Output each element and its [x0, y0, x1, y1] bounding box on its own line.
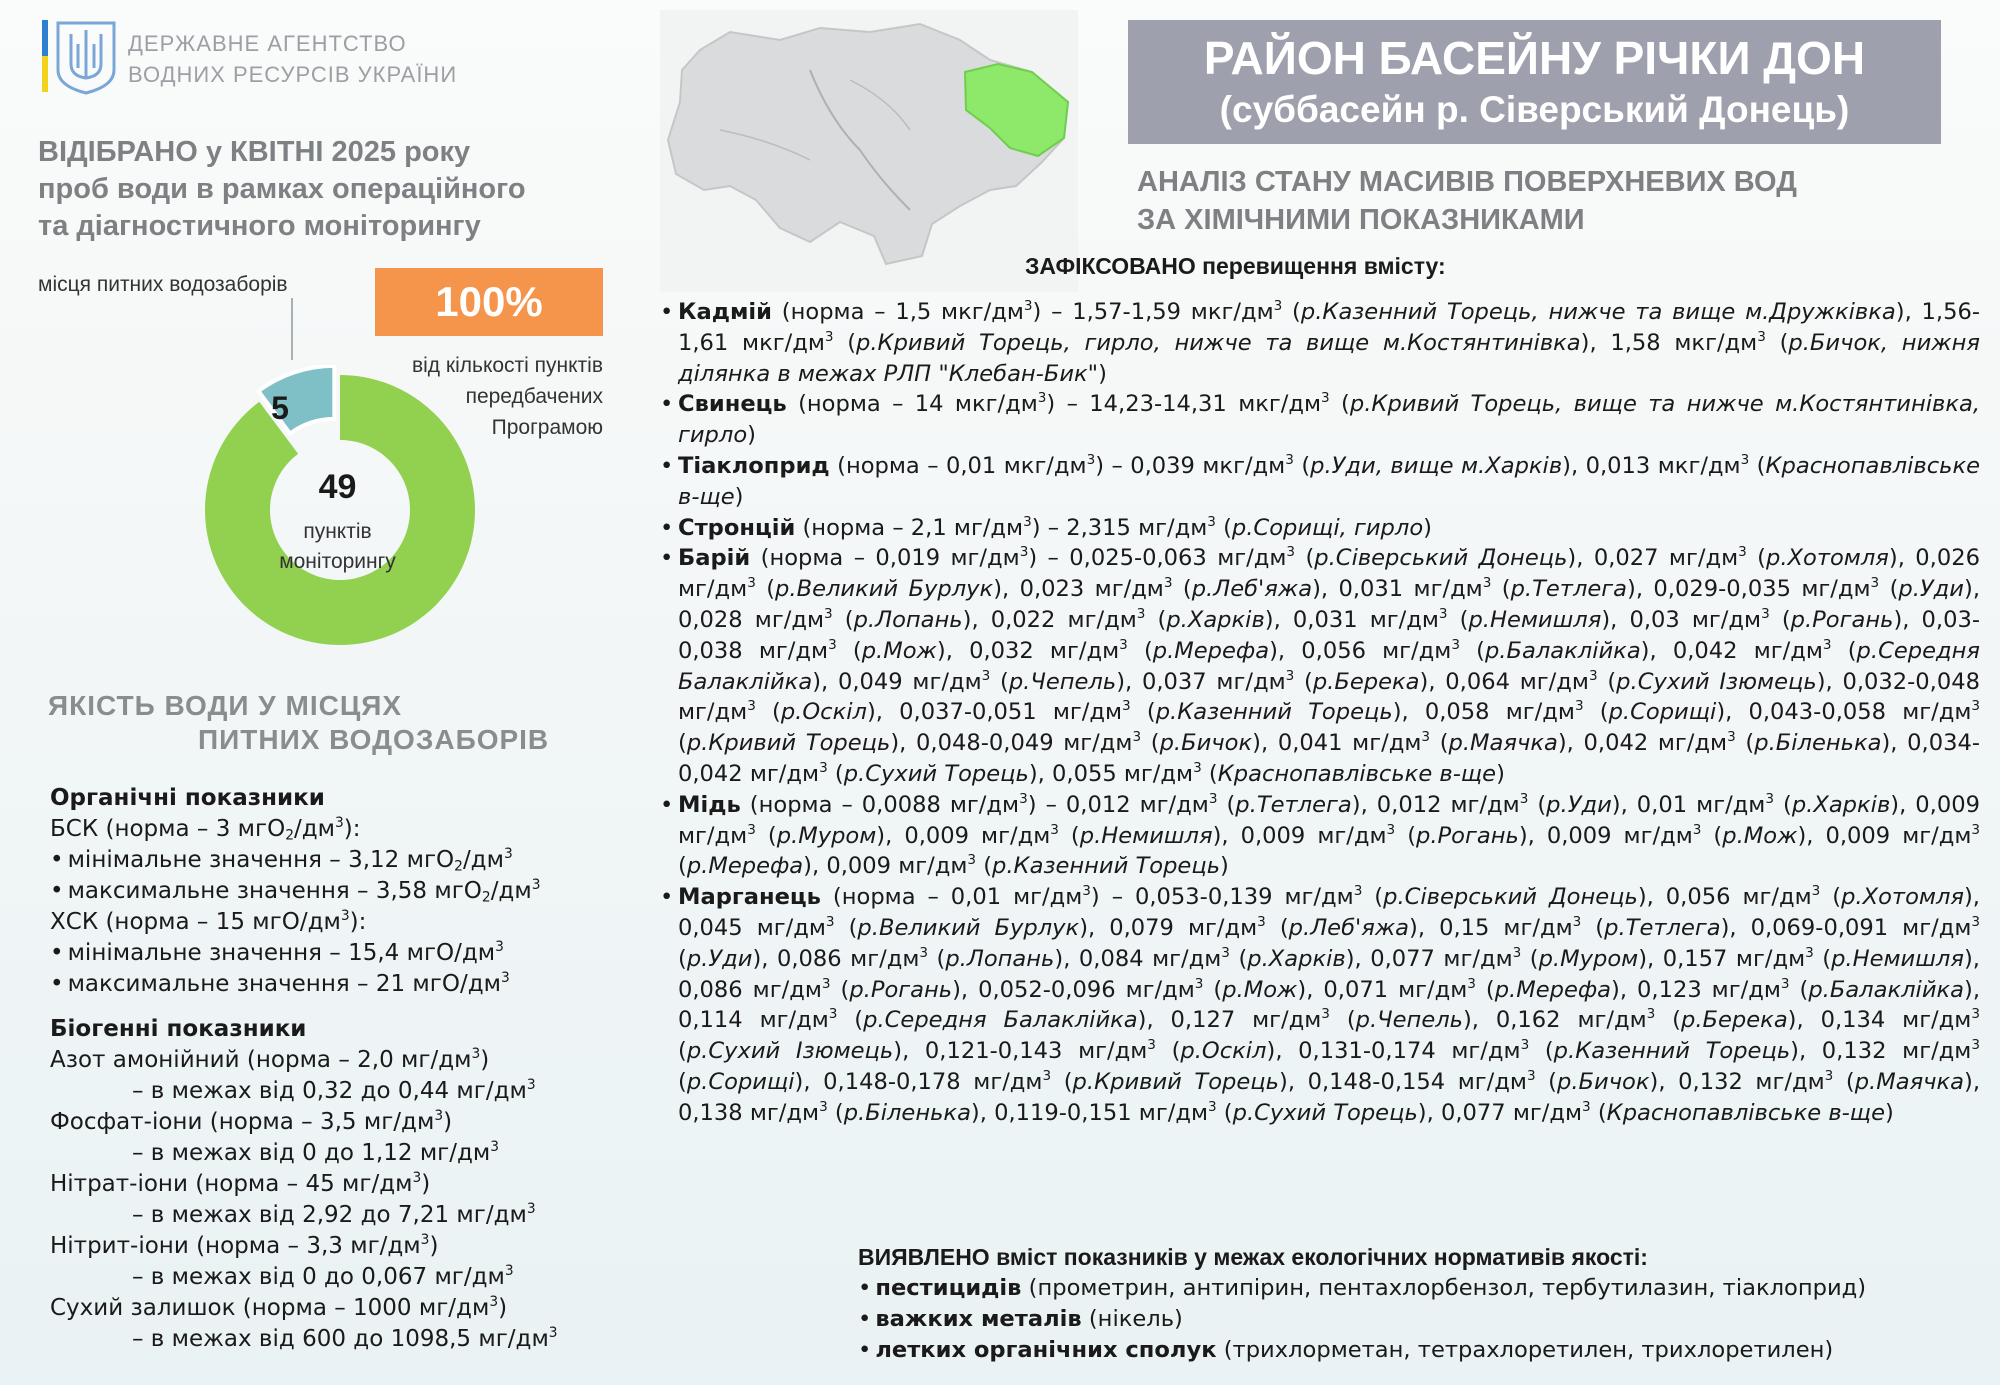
- dry-residue-range: – в межах від 600 до 1098,5 $мг/дм^3$: [132, 1325, 558, 1352]
- percent-caption-line: передбачених: [465, 385, 603, 408]
- points-count: 49: [318, 468, 357, 506]
- list-item-cadmium: • Кадмій (норма – 1,5 мкг/$дм^3) - 1,57-1,59$ мкг/$дм^3$ (р.Казенний Торець, нижче та вище м.Дружківка), 1,56-1,61 мкг/$дм^3$ (р.Кривий Торець, гирло, нижче та вище м.Костянтинівка), 1,58 мкг/$дм^3$ (р.Бичок, нижня ділянка в межах РЛП "Клебан-Бик"): [660, 297, 1980, 389]
- percent-caption-line: від кількості пунктів: [411, 354, 603, 377]
- sampling-heading-line: проб води в рамках операційного: [38, 173, 526, 205]
- percent-caption-line: Програмою: [491, 416, 603, 439]
- list-item-lead: • Свинець (норма – 14 мкг/$дм^3) - 14,23-14,31$ мкг/$дм^3$ (р.Кривий Торець, вище та нижче м.Костянтинівка, гирло): [660, 389, 1980, 451]
- leader-line: [291, 298, 293, 360]
- sampling-heading-line: та діагностичного моніторингу: [38, 210, 481, 242]
- nitrate-range: – в межах від 2,92 до 7,21 $мг/дм^3$: [132, 1201, 536, 1228]
- bsk-min: • мінімальне значення – 3,12 $мгО_2/дм^3$: [50, 845, 630, 876]
- analysis-line: ЗА ХІМІЧНИМИ ПОКАЗНИКАМИ: [1137, 204, 1585, 236]
- bsk-norm: БСК (норма – 3 $мгО_2/дм^3$):: [50, 815, 361, 844]
- analysis-subtitle: [1137, 163, 1797, 239]
- quality-details: [50, 783, 630, 1355]
- ukraine-map: [660, 10, 1078, 292]
- exceedance-title: ЗАФІКСОВАНО перевищення вмісту:: [1025, 253, 1446, 279]
- hsk-min: • мінімальне значення – 15,4 мгО/$дм^3$: [50, 938, 630, 969]
- title-banner: [1128, 20, 1941, 144]
- list-item-copper: • Мідь (норма – 0,0088 $мг/дм^3) - 0,012$ $мг/дм^3$ (р.Тетлега), 0,012 $мг/дм^3$ (р.Уди), 0,01 $мг/дм^3$ (р.Харків), 0,009 $мг/дм^3$ (р.Муром), 0,009 $мг/дм^3$ (р.Немишля), 0,009 $мг/дм^3$ (р.Рогань), 0,009 $мг/дм^3$ (р.Мож), 0,009 $мг/дм^3$ (р.Мерефа), 0,009 $мг/дм^3$ (р.Казенний Торець): [660, 790, 1980, 882]
- trident-emblem-icon: [55, 20, 117, 96]
- intakes-label: місця питних водозаборів: [38, 273, 288, 296]
- bsk-max: • максимальне значення – 3,58 $мгО_2/дм^3$: [50, 876, 630, 907]
- quality-title-line-2: ПИТНИХ ВОДОЗАБОРІВ: [198, 724, 550, 755]
- flag-blue-stripe: [42, 20, 48, 56]
- agency-line-2: ВОДНИХ РЕСУРСІВ УКРАЇНИ: [128, 62, 458, 87]
- points-label-line: моніторингу: [279, 550, 396, 573]
- hsk-max: • максимальне значення – 21 мгО/$дм^3$: [50, 969, 630, 1000]
- list-item-manganese: • Марганець (норма – 0,01 $мг/дм^3) - 0,053-0,139$ $мг/дм^3$ (р.Сіверський Донець), 0,056 $мг/дм^3$ (р.Хотомля), 0,045 $мг/дм^3$ (р.Великий Бурлук), 0,079 $мг/дм^3$ (р.Леб'яжа), 0,15 $мг/дм^3$ (р.Тетлега), 0,069-0,091 $мг/дм^3$ (р.Уди), 0,086 $мг/дм^3$ (р.Лопань), 0,084 $мг/дм^3$ (р.Харків), 0,077 $мг/дм^3$ (р.Муром), 0,157 $мг/дм^3$ (р.Немишля), 0,086 $мг/дм^3$ (р.Рогань), 0,052-0,096 $мг/дм^3$ (р.Мож), 0,071 $мг/дм^3$ (р.Мерефа), 0,123 $мг/дм^3$ (р.Балаклійка), 0,114 $мг/дм^3$ (р.Середня Балаклійка), 0,127 $мг/дм^3$ (р.Чепель), 0,162 $мг/дм^3$ (р.Берека), 0,134 $мг/дм^3$ (р.Сухий Ізюмець), 0,121-0,143 $мг/дм^3$ (р.Оскіл), 0,131-0,174 $мг/дм^3$ (р.Казенний Торець), 0,132 $мг/дм^3$ (р.Сорищі), 0,148-0,178 $мг/дм^3$ (р.Кривий Торець), 0,148-0,154 $мг/дм^3$ (р.Бичок), 0,132 $мг/дм^3$ (р.Маячка), 0,138 $мг/дм^3$ (р.Біленька), 0,119-0,151 $мг/дм^3$ (р.Сухий Торець), 0,077 $мг/дм^3$ (Краснопавлівське в-ще): [660, 882, 1980, 1128]
- title-line-2: (суббасейн р. Сіверський Донець): [1219, 89, 1850, 130]
- exceedance-list: [660, 297, 1980, 1129]
- title-line-1: РАЙОН БАСЕЙНУ РІЧКИ ДОН: [1203, 32, 1866, 84]
- quality-title-line-1: ЯКІСТЬ ВОДИ У МІСЦЯХ: [48, 690, 403, 721]
- intakes-count: 5: [271, 390, 289, 426]
- within-norms-section: [858, 1242, 1866, 1366]
- points-label: [255, 517, 420, 577]
- within-norms-pesticides: • пестицидів (прометрин, антипірин, пентахлорбензол, тербутилазин, тіаклоприд): [858, 1273, 1866, 1304]
- agency-line-1: ДЕРЖАВНЕ АГЕНТСТВО: [128, 31, 407, 56]
- nitrate-norm: Нітрат-іони (норма – 45 $мг/дм^3$): [50, 1170, 431, 1197]
- agency-name: [128, 28, 457, 90]
- sampling-heading-line: ВІДІБРАНО у КВІТНІ 2025 року: [38, 136, 471, 168]
- within-norms-title: ВИЯВЛЕНО вміст показників у межах екологічних нормативів якості:: [858, 1244, 1648, 1270]
- ammonium-range: – в межах від 0,32 до 0,44 $мг/дм^3$: [132, 1077, 536, 1104]
- ammonium-norm: Азот амонійний (норма – 2,0 $мг/дм^3$): [50, 1046, 490, 1073]
- list-item-strontium: • Стронцій (норма – 2,1 $мг/дм^3) - 2,315$ $мг/дм^3$ (р.Сорищі, гирло): [660, 513, 1980, 544]
- organic-title: Органічні показники: [50, 785, 325, 811]
- biogenic-title: Біогенні показники: [50, 1016, 307, 1042]
- points-label-line: пунктів: [303, 520, 372, 543]
- nitrite-norm: Нітрит-іони (норма – 3,3 $мг/дм^3$): [50, 1232, 439, 1259]
- phosphate-range: – в межах від 0 до 1,12 $мг/дм^3$: [132, 1139, 500, 1166]
- flag-yellow-stripe: [42, 56, 48, 92]
- percent-badge: 100%: [375, 268, 603, 336]
- phosphate-norm: Фосфат-іони (норма – 3,5 $мг/дм^3$): [50, 1108, 453, 1135]
- sampling-heading: [38, 134, 638, 245]
- list-item-barium: • Барій (норма – 0,019 $мг/дм^3) - 0,025-0,063$ $мг/дм^3$ (р.Сіверський Донець), 0,027 $мг/дм^3$ (р.Хотомля), 0,026 $мг/дм^3$ (р.Великий Бурлук), 0,023 $мг/дм^3$ (р.Леб'яжа), 0,031 $мг/дм^3$ (р.Тетлега), 0,029-0,035 $мг/дм^3$ (р.Уди), 0,028 $мг/дм^3$ (р.Лопань), 0,022 $мг/дм^3$ (р.Харків), 0,031 $мг/дм^3$ (р.Немишля), 0,03 $мг/дм^3$ (р.Рогань), 0,03-0,038 $мг/дм^3$ (р.Мож), 0,032 $мг/дм^3$ (р.Мерефа), 0,056 $мг/дм^3$ (р.Балаклійка), 0,042 $мг/дм^3$ (р.Середня Балаклійка), 0,049 $мг/дм^3$ (р.Чепель), 0,037 $мг/дм^3$ (р.Берека), 0,064 $мг/дм^3$ (р.Сухий Ізюмець), 0,032-0,048 $мг/дм^3$ (р.Оскіл), 0,037-0,051 $мг/дм^3$ (р.Казенний Торець), 0,058 $мг/дм^3$ (р.Сорищі), 0,043-0,058 $мг/дм^3$ (р.Кривий Торець), 0,048-0,049 $мг/дм^3$ (р.Бичок), 0,041 $мг/дм^3$ (р.Маячка), 0,042 $мг/дм^3$ (р.Біленька), 0,034-0,042 $мг/дм^3$ (р.Сухий Торець), 0,055 $мг/дм^3$ (Краснопавлівське в-ще): [660, 543, 1980, 789]
- dry-residue-norm: Сухий залишок (норма – 1000 $мг/дм^3$): [50, 1294, 508, 1321]
- nitrite-range: – в межах від 0 до 0,067 $мг/дм^3$: [132, 1263, 514, 1290]
- monitoring-donut-chart: [195, 365, 485, 655]
- within-norms-heavy-metals: • важких металів (нікель): [858, 1304, 1866, 1335]
- analysis-line: АНАЛІЗ СТАНУ МАСИВІВ ПОВЕРХНЕВИХ ВОД: [1137, 166, 1797, 198]
- within-norms-voc: • летких органічних сполук (трихлорметан, тетрахлоретилен, трихлоретилен): [858, 1335, 1866, 1366]
- donut-segment-monitoring-points: [205, 375, 475, 645]
- hsk-norm: ХСК (норма – 15 мгО/$дм^3$):: [50, 908, 367, 935]
- list-item-thiacloprid: • Тіаклоприд (норма – 0,01 мкг/$дм^3) - 0,039$ мкг/$дм^3$ (р.Уди, вище м.Харків), 0,013 мкг/$дм^3$ (Краснопавлівське в-ще): [660, 451, 1980, 513]
